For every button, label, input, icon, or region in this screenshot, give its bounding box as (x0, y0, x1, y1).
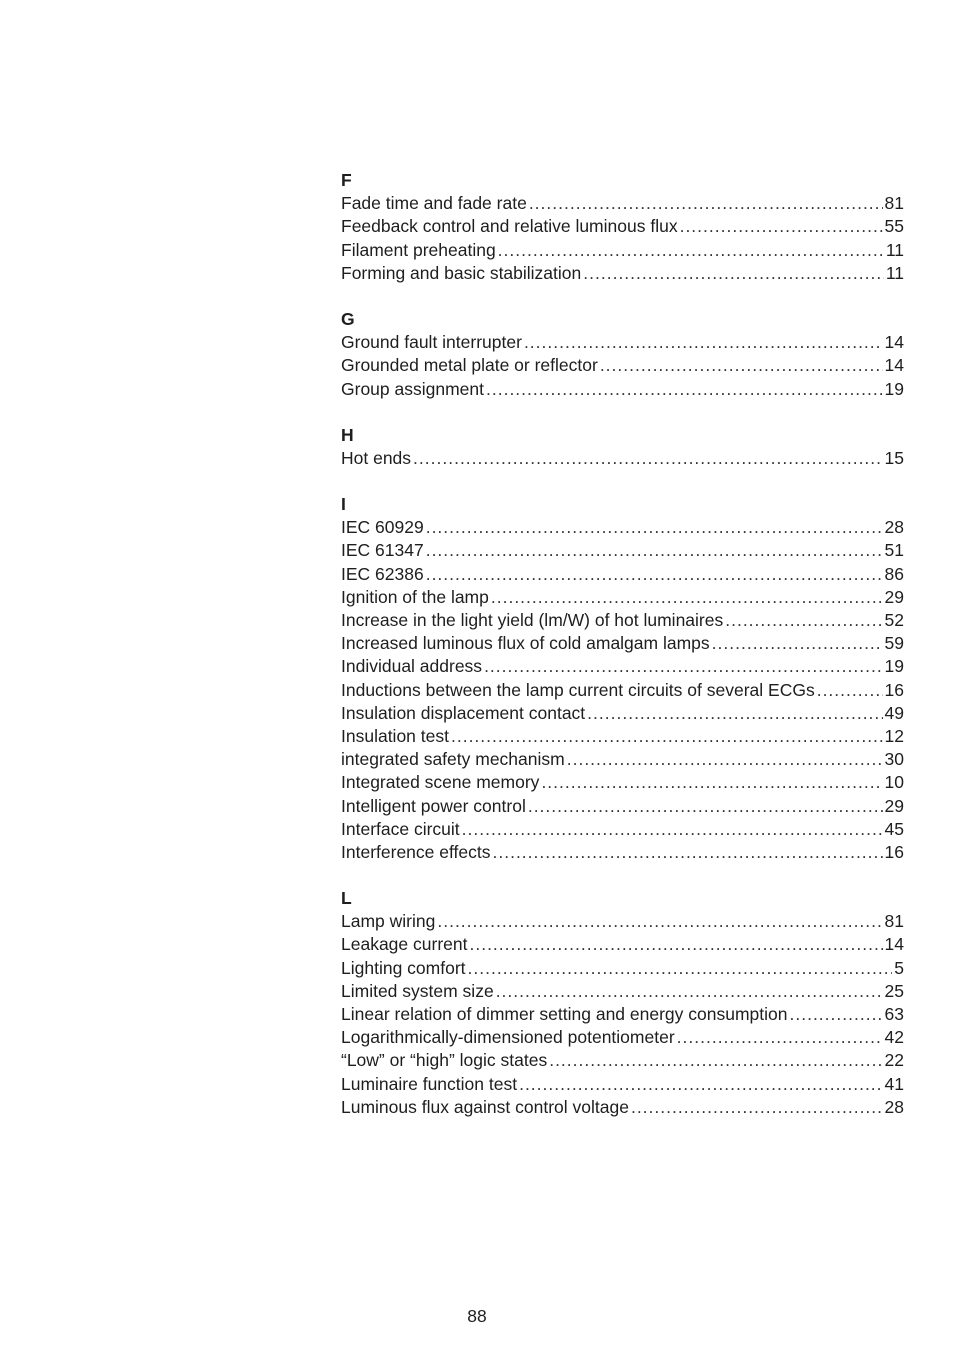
dot-leader (426, 516, 883, 539)
entry-term: Grounded metal plate or reflector (341, 355, 598, 376)
index-entry (341, 1003, 904, 1026)
dot-leader (468, 957, 893, 980)
section-letter: L (341, 888, 352, 909)
entry-page-number: 29 (884, 795, 904, 816)
entry-page-number: 19 (884, 378, 904, 399)
entry-term: Forming and basic stabilization (341, 262, 582, 283)
entry-term: Insulation displacement contact (341, 702, 586, 723)
dot-leader (484, 655, 882, 678)
index-entry (341, 957, 904, 980)
entry-term: IEC 60929 (341, 517, 424, 538)
dot-leader (491, 586, 883, 609)
entry-term: Feedback control and relative luminous flux (341, 216, 678, 237)
index-entry (341, 632, 904, 655)
entry-term: integrated safety mechanism (341, 749, 565, 770)
section-letter: G (341, 308, 355, 329)
entry-term: Luminaire function test (341, 1073, 518, 1094)
dot-leader (498, 239, 884, 262)
entry-page-number: 45 (884, 818, 904, 839)
entry-term: Limited system size (341, 980, 494, 1001)
entry-page-number: 30 (884, 749, 904, 770)
section-letter: F (341, 170, 352, 190)
dot-leader (451, 725, 883, 748)
entry-page-number: 59 (884, 633, 904, 654)
index-entry (341, 586, 904, 609)
entry-page-number: 12 (884, 725, 904, 746)
entry-term: IEC 62386 (341, 563, 424, 584)
dot-leader (524, 331, 883, 354)
entry-page-number: 11 (885, 262, 904, 283)
dot-leader (817, 679, 883, 702)
index-entry (341, 1073, 904, 1096)
entry-page-number: 28 (884, 1096, 904, 1117)
index-entry (341, 748, 904, 771)
entry-page-number: 29 (884, 586, 904, 607)
entry-page-number: 11 (885, 239, 904, 260)
entry-term: Linear relation of dimmer setting and energy consumption (341, 1004, 788, 1024)
index-entry (341, 215, 904, 238)
index-entry (341, 725, 904, 748)
dot-leader (587, 702, 882, 725)
entry-page-number: 22 (884, 1050, 904, 1071)
entry-term: IEC 61347 (341, 540, 424, 561)
index-entry (341, 1096, 904, 1119)
entry-term: Lighting comfort (341, 957, 466, 978)
index-entry (341, 378, 904, 401)
index-entry (341, 239, 904, 262)
index-entry (341, 609, 904, 632)
entry-page-number: 86 (884, 563, 904, 584)
dot-leader (790, 1003, 883, 1026)
entry-page-number: 28 (884, 517, 904, 538)
entry-term: Insulation test (341, 725, 449, 746)
index-entry (341, 447, 904, 470)
section-letter: I (341, 494, 346, 515)
index-entry (341, 516, 904, 539)
page-number: 88 (467, 1306, 487, 1326)
entry-term: Interface circuit (341, 818, 460, 839)
index-entry (341, 192, 904, 215)
index-entry (341, 1026, 904, 1049)
entry-term: Intelligent power control (341, 795, 526, 816)
index-entry (341, 539, 904, 562)
dot-leader (426, 539, 883, 562)
dot-leader (549, 1049, 882, 1072)
index-entry (341, 679, 904, 702)
entry-term: Individual address (341, 656, 483, 677)
entry-page-number: 52 (884, 610, 904, 630)
dot-leader (725, 609, 882, 632)
entry-page-number: 81 (884, 193, 904, 214)
entry-page-number: 63 (884, 1004, 904, 1024)
dot-leader (541, 771, 882, 794)
dot-leader (496, 980, 883, 1003)
entry-term: “Low” or “high” logic states (341, 1050, 548, 1071)
dot-leader (677, 1026, 883, 1049)
entry-page-number: 49 (884, 702, 904, 723)
index-entry (341, 1049, 904, 1072)
entry-term: Interference effects (341, 841, 491, 862)
dot-leader (493, 841, 883, 864)
entry-page-number: 51 (884, 540, 904, 561)
index-entry (341, 910, 904, 933)
entry-term: Inductions between the lamp current circuits of several ECGs (341, 679, 815, 700)
index-entry (341, 563, 904, 586)
index-entry (341, 655, 904, 678)
dot-leader (413, 447, 882, 470)
entry-page-number: 16 (884, 679, 904, 700)
dot-leader (712, 632, 883, 655)
entry-page-number: 81 (884, 911, 904, 932)
entry-page-number: 41 (884, 1073, 904, 1094)
index-entry (341, 795, 904, 818)
entry-term: Increased luminous flux of cold amalgam lamps (341, 633, 710, 654)
dot-leader (486, 378, 883, 401)
entry-page-number: 14 (884, 355, 904, 376)
entry-page-number: 14 (884, 332, 904, 353)
index-section (341, 493, 904, 864)
index-entry (341, 771, 904, 794)
index-entry (341, 933, 904, 956)
entry-page-number: 15 (884, 447, 904, 468)
dot-leader (567, 748, 883, 771)
index-list (341, 169, 904, 1142)
entry-term: Logarithmically-dimensioned potentiometer (341, 1027, 675, 1048)
entry-term: Lamp wiring (341, 911, 436, 932)
entry-term: Integrated scene memory (341, 772, 540, 793)
entry-page-number: 14 (884, 934, 904, 955)
entry-term: Leakage current (341, 934, 468, 955)
entry-page-number: 5 (894, 957, 904, 978)
index-entry (341, 702, 904, 725)
dot-leader (631, 1096, 883, 1119)
index-entry (341, 818, 904, 841)
index-entry (341, 354, 904, 377)
entry-page-number: 55 (884, 216, 904, 237)
index-section (341, 424, 904, 470)
index-section (341, 887, 904, 1119)
entry-term: Filament preheating (341, 239, 496, 260)
section-letter: H (341, 424, 354, 445)
entry-term: Increase in the light yield (lm/W) of hot luminaires (341, 610, 724, 630)
index-entry (341, 262, 904, 285)
entry-term: Ignition of the lamp (341, 586, 489, 607)
dot-leader (600, 354, 883, 377)
dot-leader (469, 933, 882, 956)
entry-page-number: 19 (884, 656, 904, 677)
dot-leader (528, 795, 883, 818)
dot-leader (519, 1073, 882, 1096)
entry-page-number: 25 (884, 980, 904, 1001)
entry-page-number: 10 (884, 772, 904, 793)
index-section (341, 308, 904, 401)
entry-term: Hot ends (341, 447, 412, 468)
dot-leader (437, 910, 882, 933)
index-entry (341, 980, 904, 1003)
entry-term: Luminous flux against control voltage (341, 1096, 629, 1117)
dot-leader (426, 563, 883, 586)
dot-leader (583, 262, 884, 285)
entry-page-number: 16 (884, 841, 904, 862)
index-entry (341, 841, 904, 864)
index-section (341, 169, 904, 285)
entry-term: Group assignment (341, 378, 484, 399)
index-entry (341, 331, 904, 354)
entry-page-number: 42 (884, 1027, 904, 1048)
dot-leader (680, 215, 883, 238)
dot-leader (529, 192, 883, 215)
entry-term: Ground fault interrupter (341, 332, 522, 353)
entry-term: Fade time and fade rate (341, 193, 527, 214)
dot-leader (462, 818, 883, 841)
